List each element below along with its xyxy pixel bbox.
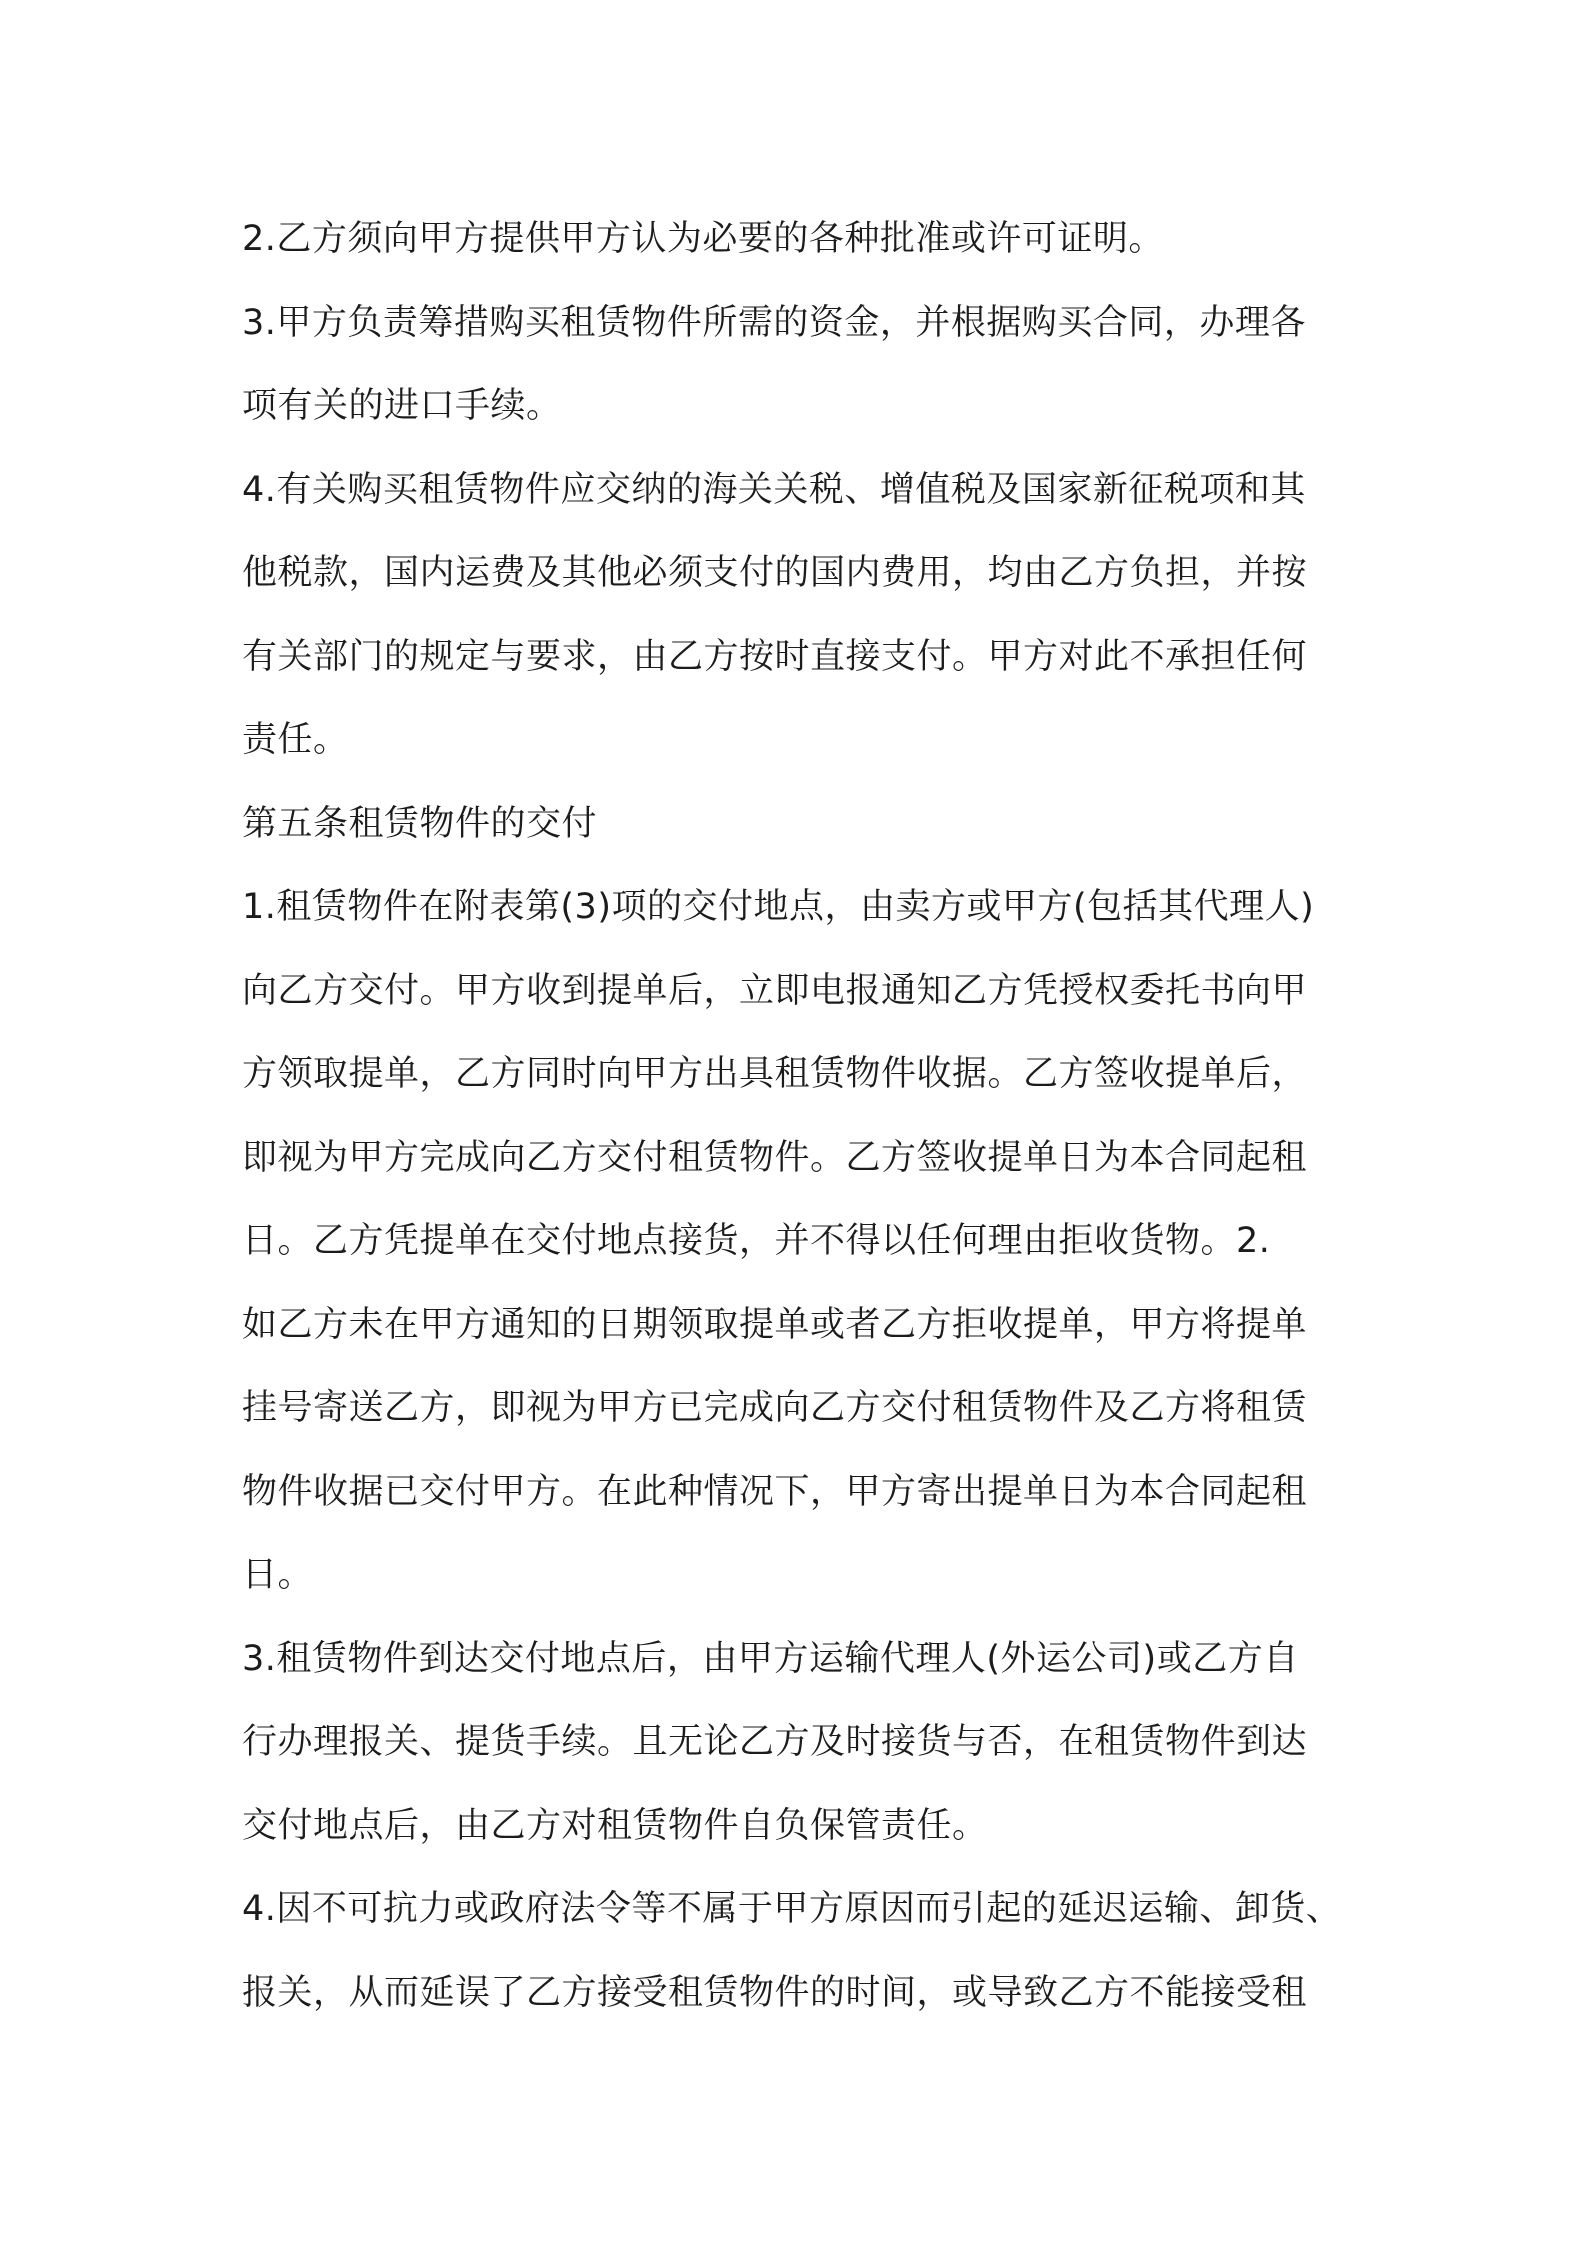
text-line: 交付地点后，由乙方对租赁物件自负保管责任。 <box>242 1805 988 1846</box>
text-line: 4.因不可抗力或政府法令等不属于甲方原因而引起的延迟运输、卸货、 <box>242 1889 1342 1929</box>
text-line: 行办理报关、提货手续。且无论乙方及时接货与否，在租赁物件到达 <box>242 1722 1308 1762</box>
text-line: 日。乙方凭提单在交付地点接货，并不得以任何理由拒收货物。2. <box>242 1221 1271 1261</box>
document-body <box>242 198 1362 2035</box>
text-line: 他税款，国内运费及其他必须支付的国内费用，均由乙方负担，并按 <box>242 553 1308 593</box>
text-line: 物件收据已交付甲方。在此种情况下，甲方寄出提单日为本合同起租 <box>242 1471 1308 1512</box>
text-line: 项有关的进口手续。 <box>242 386 562 426</box>
text-line: 即视为甲方完成向乙方交付租赁物件。乙方签收提单日为本合同起租 <box>242 1137 1308 1178</box>
paragraph-5-4 <box>242 1868 1362 2035</box>
text-line: 方领取提单，乙方同时向甲方出具租赁物件收据。乙方签收提单后， <box>242 1054 1308 1094</box>
text-line: 2.乙方须向甲方提供甲方认为必要的各种批准或许可证明。 <box>242 219 1164 259</box>
text-line: 向乙方交付。甲方收到提单后，立即电报通知乙方凭授权委托书向甲 <box>242 970 1308 1011</box>
paragraph-4 <box>242 449 1362 783</box>
section-heading-article-5 <box>242 783 1362 867</box>
text-line: 有关部门的规定与要求，由乙方按时直接支付。甲方对此不承担任何 <box>242 636 1308 677</box>
text-line: 4.有关购买租赁物件应交纳的海关关税、增值税及国家新征税项和其 <box>242 469 1306 510</box>
text-line: 3.租赁物件到达交付地点后，由甲方运输代理人(外运公司)或乙方自 <box>242 1638 1299 1679</box>
text-line: 报关，从而延误了乙方接受租赁物件的时间，或导致乙方不能接受租 <box>242 1972 1308 2013</box>
paragraph-2 <box>242 198 1362 282</box>
text-line: 责任。 <box>242 720 349 760</box>
text-line: 3.甲方负责筹措购买租赁物件所需的资金，并根据购买合同，办理各 <box>242 302 1306 343</box>
paragraph-5-3 <box>242 1618 1362 1869</box>
text-line: 如乙方未在甲方通知的日期领取提单或者乙方拒收提单，甲方将提单 <box>242 1304 1308 1345</box>
section-heading: 第五条租赁物件的交付 <box>242 803 598 844</box>
text-line: 日。 <box>242 1555 314 1595</box>
paragraph-3 <box>242 282 1362 449</box>
text-line: 1.租赁物件在附表第(3)项的交付地点，由卖方或甲方(包括其代理人) <box>242 887 1315 927</box>
text-line: 挂号寄送乙方，即视为甲方已完成向乙方交付租赁物件及乙方将租赁 <box>242 1388 1308 1428</box>
paragraph-5-1 <box>242 866 1362 1618</box>
